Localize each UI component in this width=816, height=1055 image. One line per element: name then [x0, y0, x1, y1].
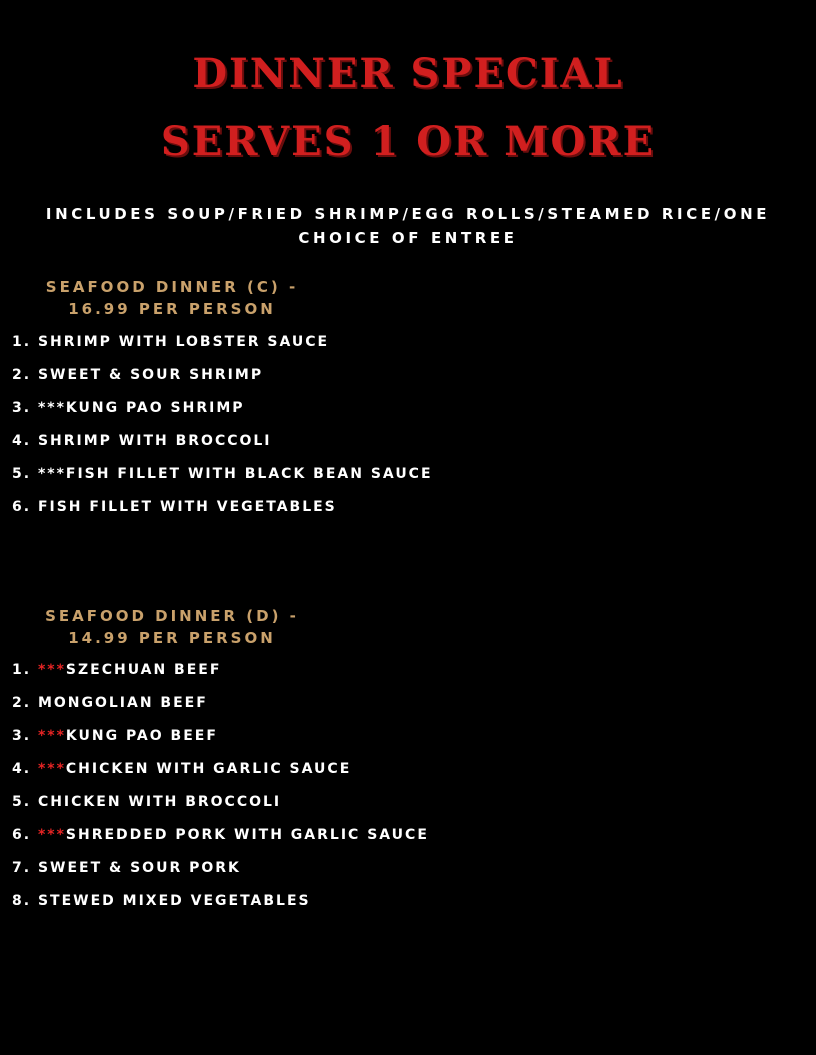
menu-item-name: CHICKEN WITH BROCCOLI — [37, 794, 282, 810]
menu-item — [12, 691, 429, 724]
spicy-marker: *** — [37, 728, 66, 744]
menu-item — [12, 724, 429, 757]
menu-item-number: 7. — [12, 860, 32, 876]
menu-item — [12, 790, 429, 823]
menu-item-number: 8. — [12, 893, 32, 909]
menu-item-name: SZECHUAN BEEF — [65, 662, 222, 678]
spicy-marker: *** — [37, 761, 66, 777]
spicy-marker: *** — [37, 466, 66, 482]
menu-item — [12, 658, 429, 691]
menu-item-number: 1. — [12, 334, 32, 350]
menu-item — [12, 462, 433, 495]
menu-item-number: 4. — [12, 433, 32, 449]
menu-item-name: SWEET & SOUR PORK — [37, 860, 241, 876]
menu-list-seafood-d — [12, 658, 429, 922]
menu-item — [12, 757, 429, 790]
menu-item-number: 3. — [12, 400, 32, 416]
menu-item — [12, 495, 433, 528]
menu-item-name: FISH FILLET WITH BLACK BEAN SAUCE — [65, 466, 433, 482]
menu-item — [12, 889, 429, 922]
menu-item-number: 1. — [12, 662, 32, 678]
menu-item-name: STEWED MIXED VEGETABLES — [37, 893, 311, 909]
menu-item-number: 4. — [12, 761, 32, 777]
includes-note: INCLUDES SOUP/FRIED SHRIMP/EGG ROLLS/STEAMED RICE/ONE CHOICE OF ENTREE — [45, 205, 771, 247]
menu-item-name: CHICKEN WITH GARLIC SAUCE — [65, 761, 352, 777]
menu-item-number: 6. — [12, 499, 32, 515]
section-price-line: 16.99 PER PERSON — [68, 300, 276, 318]
menu-item-name: SHRIMP WITH BROCCOLI — [37, 433, 272, 449]
menu-item-number: 5. — [12, 466, 32, 482]
section-heading-seafood-c — [22, 276, 322, 320]
menu-item — [12, 856, 429, 889]
section-price-line: 14.99 PER PERSON — [68, 629, 276, 647]
menu-item-number: 5. — [12, 794, 32, 810]
menu-item-name: KUNG PAO BEEF — [65, 728, 218, 744]
menu-item-number: 2. — [12, 367, 32, 383]
menu-item-name: FISH FILLET WITH VEGETABLES — [37, 499, 337, 515]
menu-item-name: KUNG PAO SHRIMP — [65, 400, 245, 416]
menu-item — [12, 396, 433, 429]
section-heading-line: SEAFOOD DINNER (D) - — [45, 607, 299, 625]
page-subtitle: SERVES 1 OR MORE — [160, 118, 656, 165]
menu-item-name: SWEET & SOUR SHRIMP — [37, 367, 264, 383]
page-title: DINNER SPECIAL — [192, 50, 624, 97]
menu-item-number: 3. — [12, 728, 32, 744]
menu-item — [12, 363, 433, 396]
menu-item — [12, 330, 433, 363]
menu-list-seafood-c — [12, 330, 433, 528]
menu-item-number: 2. — [12, 695, 32, 711]
section-heading-line: SEAFOOD DINNER (C) - — [45, 278, 299, 296]
menu-item-name: MONGOLIAN BEEF — [37, 695, 208, 711]
menu-item-number: 6. — [12, 827, 32, 843]
section-heading-seafood-d — [22, 605, 322, 649]
menu-item — [12, 823, 429, 856]
menu-item — [12, 429, 433, 462]
spicy-marker: *** — [37, 827, 66, 843]
menu-item-name: SHREDDED PORK WITH GARLIC SAUCE — [65, 827, 429, 843]
spicy-marker: *** — [37, 400, 66, 416]
spicy-marker: *** — [37, 662, 66, 678]
menu-item-name: SHRIMP WITH LOBSTER SAUCE — [37, 334, 330, 350]
